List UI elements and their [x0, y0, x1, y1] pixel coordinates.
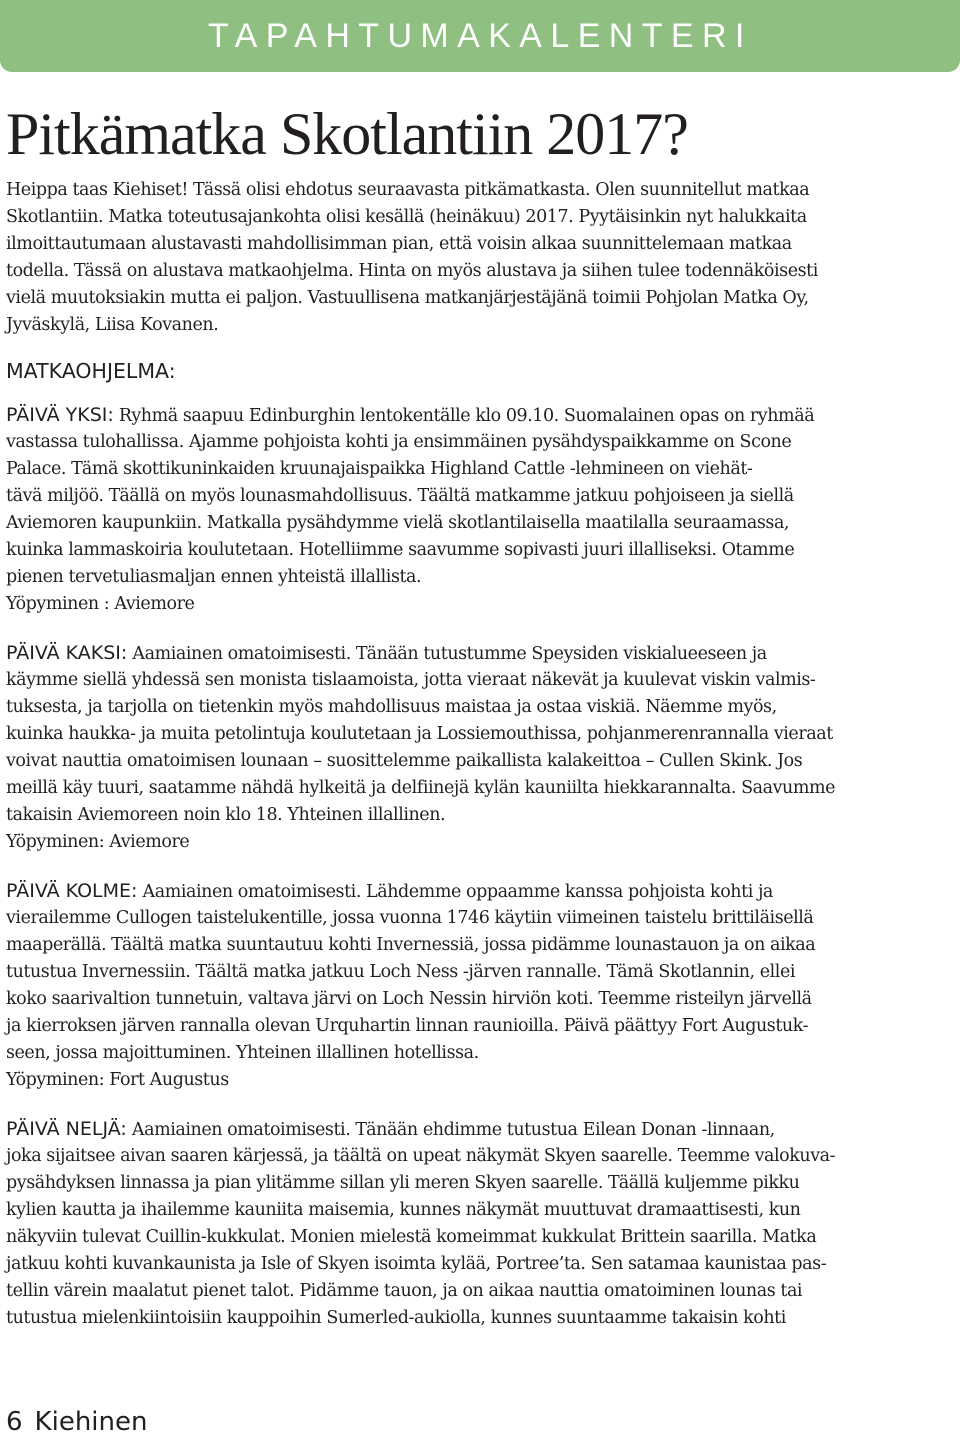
day-line: joka sijaitsee aivan saaren kärjessä, ja täältä on upeat näkymät Skyen saarelle. Teemme valokuva- [6, 1146, 836, 1166]
day-line: tutustua mielenkiintoisiin kauppoihin Sumerled-aukiolla, kunnes suuntaamme takaisin kohti [6, 1308, 786, 1328]
intro-line: todella. Tässä on alustava matkaohjelma. Hinta on myös alustava ja siihen tulee todennäköisesti [6, 261, 818, 281]
day-line: voivat nauttia omatoimisen lounaan – suosittelemme paikallista kalakeittoa – Cullen Skink. Jos [6, 751, 803, 771]
day-line: seen, jossa majoittuminen. Yhteinen illallinen hotellissa. [6, 1043, 479, 1063]
day-line: jatkuu kohti kuvankaunista ja Isle of Skyen isoimta kylää, Portree’ta. Sen satamaa kaunistaa pas- [6, 1254, 827, 1274]
magazine-name: Kiehinen [34, 1407, 148, 1437]
day-line: tävä miljöö. Täällä on myös lounasmahdollisuus. Täältä matkamme jatkuu pohjoiseen ja siellä [6, 486, 794, 506]
day-line: Aviemoren kaupunkiin. Matkalla pysähdymme vielä skotlantilaisella maatilalla seuraamassa, [6, 513, 790, 533]
day-line: tutustua Invernessiin. Täältä matka jatkuu Loch Ness -järven rannalle. Tämä Skotlannin, ellei [6, 962, 795, 982]
day-one-section [6, 402, 958, 618]
program-heading: MATKAOHJELMA: [6, 359, 176, 383]
page-footer [6, 1405, 147, 1439]
page-number: 6 [6, 1407, 23, 1437]
day-line: tellin värein maalatut pienet talot. Pidämme tauon, ja on aikaa nauttia omatoiminen lounas tai [6, 1281, 803, 1301]
day-label: PÄIVÄ KAKSI: [6, 642, 128, 664]
day-text: Aamiainen omatoimisesti. Lähdemme oppaamme kanssa pohjoista kohti ja [137, 882, 773, 902]
section-banner-title: TAPAHTUMAKALENTERI [208, 17, 753, 55]
day-label: PÄIVÄ KOLME: [6, 880, 138, 902]
day-label: PÄIVÄ NELJÄ: [6, 1118, 127, 1140]
overnight-line: Yöpyminen : Aviemore [6, 594, 195, 614]
day-line: kuinka haukka- ja muita petolintuja koulutetaan ja Lossiemouthissa, pohjanmerenrannalla vieraat [6, 724, 833, 744]
day-line: takaisin Aviemoreen noin klo 18. Yhteinen illallinen. [6, 805, 446, 825]
overnight-line: Yöpyminen: Fort Augustus [6, 1070, 229, 1090]
day-text: Aamiainen omatoimisesti. Tänään tutustumme Speysiden viskialueeseen ja [127, 644, 767, 664]
day-line: ja kierroksen järven rannalla olevan Urquhartin linnan raunioilla. Päivä päättyy Fort Augustuk- [6, 1016, 809, 1036]
day-three-section [6, 878, 958, 1094]
day-line: näkyviin tulevat Cuillin-kukkulat. Monien mielestä komeimmat kukkulat Brittein saarilla. Matka [6, 1227, 817, 1247]
day-line: koko saarivaltion tunnetuin, valtava järvi on Loch Nessin hirviön koti. Teemme risteilyn järvellä [6, 989, 812, 1009]
day-line: vastassa tulohallissa. Ajamme pohjoista kohti ja ensimmäinen pysähdyspaikkamme on Scone [6, 432, 792, 452]
day-line: meillä käy tuuri, saatamme nähdä hylkeitä ja delfiinejä kylän kauniilta hiekkarannalta. Saavumme [6, 778, 836, 798]
day-first-line [6, 640, 958, 667]
day-line: käymme siellä yhdessä sen monista tislaamoista, jotta vieraat näkevät ja kuulevat viskin valmis- [6, 670, 816, 690]
day-line: pienen tervetuliasmaljan ennen yhteistä illallista. [6, 567, 422, 587]
intro-paragraph [6, 177, 958, 339]
day-line: kuinka lammaskoiria koulutetaan. Hotelliimme saavumme sopivasti juuri illalliseksi. Otamme [6, 540, 795, 560]
day-two-section [6, 640, 958, 856]
article-body [6, 177, 958, 1332]
article-title: Pitkämatka Skotlantiin 2017? [6, 101, 688, 167]
overnight-line: Yöpyminen: Aviemore [6, 832, 190, 852]
day-line: maaperällä. Täältä matka suuntautuu kohti Invernessiä, jossa pidämme lounastauon ja on aikaa [6, 935, 816, 955]
day-label: PÄIVÄ YKSI: [6, 404, 114, 426]
day-line: pysähdyksen linnassa ja pian ylitämme sillan yli meren Skyen saarelle. Täällä kuljemme pikku [6, 1173, 800, 1193]
intro-line: Skotlantiin. Matka toteutusajankohta olisi kesällä (heinäkuu) 2017. Pyytäisinkin nyt halukkaita [6, 207, 807, 227]
day-first-line [6, 878, 958, 905]
day-line: kylien kautta ja ihailemme kauniita maisemia, kunnes näkymät muuttuvat dramaattisesti, kun [6, 1200, 801, 1220]
day-first-line [6, 402, 958, 429]
day-four-section [6, 1116, 958, 1332]
section-banner [0, 0, 960, 72]
intro-line: Heippa taas Kiehiset! Tässä olisi ehdotus seuraavasta pitkämatkasta. Olen suunnitellut matkaa [6, 180, 810, 200]
day-text: Aamiainen omatoimisesti. Tänään ehdimme tutustua Eilean Donan -linnaan, [126, 1120, 775, 1140]
day-line: Palace. Tämä skottikuninkaiden kruunajaispaikka Highland Cattle -lehmineen on viehät- [6, 459, 753, 479]
day-line: tuksesta, ja tarjolla on tietenkin myös mahdollisuus maistaa ja ostaa viskiä. Näemme myös, [6, 697, 777, 717]
intro-line: ilmoittautumaan alustavasti mahdollisimman pian, että voisin alkaa suunnittelemaan matkaa [6, 234, 792, 254]
day-text: Ryhmä saapuu Edinburghin lentokentälle klo 09.10. Suomalainen opas on ryhmää [113, 406, 815, 426]
intro-line: vielä muutoksiakin mutta ei paljon. Vastuullisena matkanjärjestäjänä toimii Pohjolan Matka Oy, [6, 288, 809, 308]
day-line: vierailemme Cullogen taistelukentille, jossa vuonna 1746 käytiin viimeinen taistelu brittiläisellä [6, 908, 814, 928]
intro-line: Jyväskylä, Liisa Kovanen. [6, 315, 219, 335]
day-first-line [6, 1116, 958, 1143]
